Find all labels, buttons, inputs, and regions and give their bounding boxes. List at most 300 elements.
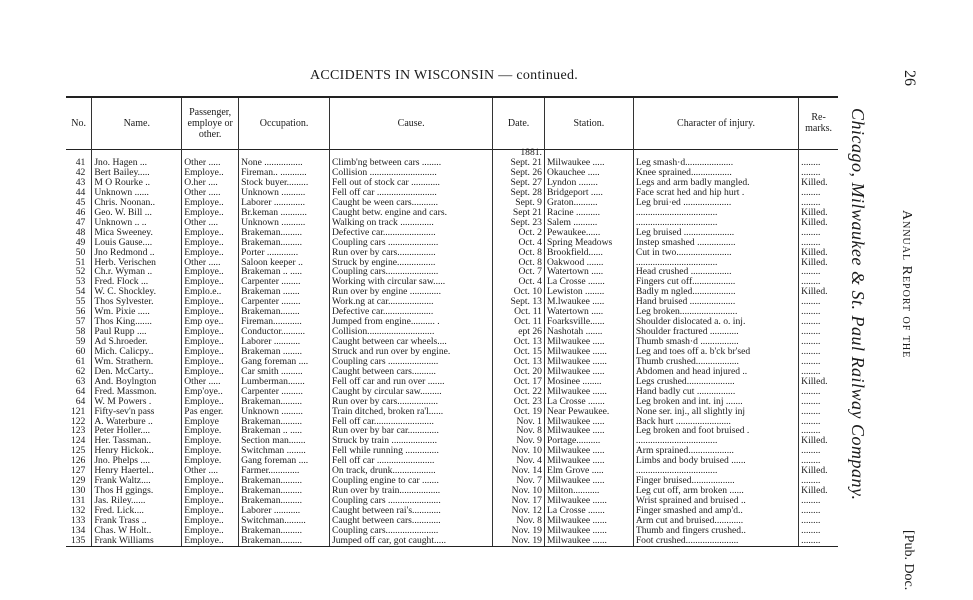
table-cell: Laborer ............. (239, 198, 330, 208)
table-cell: 61 (75, 356, 86, 367)
table-cell: Elm Grove ..... (544, 466, 633, 476)
table-cell: Brakeman ........ (239, 347, 330, 357)
table-cell: Sept. 26 (493, 168, 545, 178)
table-cell: Sept. 21 (493, 158, 545, 168)
table-cell: 55 (75, 297, 86, 308)
table-cell: Employe.. (182, 516, 239, 526)
table-cell: 132 (70, 505, 86, 516)
table-cell: Fred. Lick.... (92, 506, 182, 516)
table-cell: Oct. 4 (493, 277, 545, 287)
table-cell: Frank Waltz.... (92, 476, 182, 486)
col-occupation: Occupation. (239, 98, 330, 148)
table-cell: Oakwood ....... (544, 257, 633, 267)
table-cell: 54 (75, 287, 86, 298)
table-cell: Brakeman......... (239, 496, 330, 506)
table-cell: Carpenter ......... (239, 387, 330, 397)
table-cell: Nov. 17 (493, 496, 545, 506)
table-cell: Jumped off car, got caught..... (330, 536, 493, 546)
table-cell: Sept 21 (493, 208, 545, 218)
table-cell: Cut in two....................... (633, 247, 798, 257)
table-row (66, 287, 838, 297)
table-cell: Employe.. (182, 486, 239, 496)
table-cell: On track, drunk.................. (330, 466, 493, 476)
table-row (66, 218, 838, 228)
table-cell: Nov. 1 (493, 416, 545, 426)
table-cell: ........ (799, 188, 838, 198)
table-cell: 43 (75, 177, 86, 188)
table-cell: 44 (75, 187, 86, 198)
doc-label: [Pub. Doc. (901, 530, 916, 591)
table-cell: Caught between rai's............ (330, 506, 493, 516)
table-cell: 60 (75, 346, 86, 357)
table-cell: M O Rourke .. (92, 178, 182, 188)
table-cell: Unknown .......... (239, 218, 330, 228)
table-cell: Oct. 17 (493, 377, 545, 387)
table-cell: Coupling cars ...................... (330, 496, 493, 506)
table-cell: Caught betw. engine and cars. (330, 208, 493, 218)
table-row (66, 397, 838, 407)
table-cell: Lewiston ........ (544, 287, 633, 297)
table-cell: Brakeman......... (239, 476, 330, 486)
table-cell: Hand badly cut ................ (633, 387, 798, 397)
table-row (66, 277, 838, 287)
table-cell: ........ (799, 367, 838, 377)
table-cell: Bridgeport ..... (544, 188, 633, 198)
table-cell: Struck and run over by engine. (330, 347, 493, 357)
bottom-rule (66, 546, 838, 547)
table-cell: Switchman ........ (239, 446, 330, 456)
table-cell: Nov. 19 (493, 536, 545, 546)
col-injury: Character of injury. (633, 98, 798, 148)
table-cell: 52 (75, 267, 86, 278)
table-cell: Mosinee ........ (544, 377, 633, 387)
table-cell: Shoulder fractured ............ (633, 327, 798, 337)
table-cell: None ................ (239, 158, 330, 168)
table-cell: Oct. 11 (493, 307, 545, 317)
table-cell: None ser. inj., all slightly inj (633, 406, 798, 416)
table-cell: 50 (75, 247, 86, 258)
table-cell: Nov. 14 (493, 466, 545, 476)
table-cell: Thumb and fingers crushed.. (633, 526, 798, 536)
table-cell: Coupling engine to car ....... (330, 476, 493, 486)
table-cell: Head crushed ................. (633, 267, 798, 277)
col-date: Date. (493, 98, 545, 148)
table-row (66, 228, 838, 238)
table-cell: Saloon keeper .. (239, 257, 330, 267)
table-row (66, 247, 838, 257)
table-cell: Killed. (799, 178, 838, 188)
table-cell: ........ (799, 387, 838, 397)
table-cell: Nov. 4 (493, 456, 545, 466)
table-cell: Nov. 8 (493, 516, 545, 526)
table-cell: Defective car...................... (330, 228, 493, 238)
table-cell: Gang foreman .... (239, 357, 330, 367)
table-cell: Foarksville...... (544, 317, 633, 327)
table-cell: Other ..... (182, 188, 239, 198)
table-cell: Farmer............. (239, 466, 330, 476)
table-cell: Employe.. (182, 307, 239, 317)
table-row (66, 486, 838, 496)
table-row (66, 516, 838, 526)
table-cell: ........ (799, 397, 838, 407)
table-cell: Fell off car ......................... (330, 188, 493, 198)
table-cell: Arm sprained................... (633, 446, 798, 456)
table-row (66, 347, 838, 357)
table-cell: Ch.r. Wyman .. (92, 267, 182, 277)
table-cell: Fingers cut off.................. (633, 277, 798, 287)
table-cell: Arm cut and bruised............ (633, 516, 798, 526)
table-cell: Henry Haertel.. (92, 466, 182, 476)
table-cell: Louis Gause.... (92, 238, 182, 248)
table-cell: Oct. 15 (493, 347, 545, 357)
table-cell: 47 (75, 217, 86, 228)
table-cell: Spring Meadows (544, 238, 633, 248)
year-row (66, 148, 838, 158)
company-name: Chicago, Milwaukee & St. Paul Railway Company. (848, 108, 868, 501)
table-cell: Oct. 8 (493, 257, 545, 267)
table-cell: 127 (70, 466, 86, 476)
table-cell: Fireman.. ........... (239, 168, 330, 178)
table-row (66, 188, 838, 198)
table-cell: Run over by cars................ (330, 247, 493, 257)
table-cell: Legs crushed.................... (633, 377, 798, 387)
table-cell: Lumberman....... (239, 377, 330, 387)
table-cell: Brakeman......... (239, 228, 330, 238)
table-cell: Leg brui·ed .................... (633, 198, 798, 208)
table-cell: Nashotah ....... (544, 327, 633, 337)
table-cell: Jno. Hagen ... (92, 158, 182, 168)
table-cell: Brakeman ....... (239, 287, 330, 297)
table-row (66, 178, 838, 188)
table-cell: .................................. (633, 466, 798, 476)
table-cell: Leg cut off, arm broken ...... (633, 486, 798, 496)
table-cell: ........ (799, 337, 838, 347)
table-cell: Paul Rupp .... (92, 327, 182, 337)
table-cell: Oct. 11 (493, 317, 545, 327)
table-cell: Brakeman......... (239, 526, 330, 536)
table-cell: La Crosse ....... (544, 397, 633, 407)
table-cell: A. Waterbure .. (92, 416, 182, 426)
table-cell: Employe.. (182, 327, 239, 337)
table-cell: Legs and arm badly mangled. (633, 178, 798, 188)
table-cell: Emp oye.. (182, 317, 239, 327)
table-cell: Nov. 12 (493, 506, 545, 516)
table-cell: 48 (75, 227, 86, 238)
table-cell: Milwaukee ...... (544, 357, 633, 367)
table-cell: ........ (799, 168, 838, 178)
table-cell: Milwaukee ...... (544, 347, 633, 357)
table-cell: Pewaukee...... (544, 228, 633, 238)
table-cell: Nov. 7 (493, 476, 545, 486)
table-cell: Working with circular saw..... (330, 277, 493, 287)
table-cell: Train ditched, broken ra'l...... (330, 406, 493, 416)
table-cell: Employe.. (182, 397, 239, 407)
table-cell: Killed. (799, 486, 838, 496)
table-cell: Porter ............. (239, 247, 330, 257)
table-cell: Shoulder dislocated a. o. inj. (633, 317, 798, 327)
table-cell: Employe.. (182, 297, 239, 307)
table-cell: Unknown ......... (239, 406, 330, 416)
table-cell: Mich. Calicpy.. (92, 347, 182, 357)
table-cell: Employe.. (182, 496, 239, 506)
table-cell: Her. Tassman.. (92, 436, 182, 446)
table-cell: Gang foreman .... (239, 456, 330, 466)
table-cell: Emp'oye.. (182, 387, 239, 397)
table-cell: Hand bruised ................... (633, 297, 798, 307)
table-cell: Employe.. (182, 526, 239, 536)
table-cell: 121 (70, 406, 86, 417)
table-cell: Salem .......... (544, 218, 633, 228)
table-cell: Oct. 23 (493, 397, 545, 407)
table-cell: Milton........... (544, 486, 633, 496)
table-cell: Killed. (799, 466, 838, 476)
table-cell: 58 (75, 326, 86, 337)
table-row (66, 416, 838, 426)
table-cell: Milwaukee ...... (544, 536, 633, 546)
table-cell: Coupling cars...................... (330, 526, 493, 536)
table-cell: Jas. Riley...... (92, 496, 182, 506)
table-cell: Struck by train ................... (330, 436, 493, 446)
table-cell: Fireman............ (239, 317, 330, 327)
table-cell: Collision ............................ (330, 168, 493, 178)
table-cell: Wrist sprained and bruised .. (633, 496, 798, 506)
table-cell: 129 (70, 476, 86, 486)
table-row (66, 267, 838, 277)
table-cell: Nov. 9 (493, 436, 545, 446)
table-cell: Run over by bar car............. (330, 426, 493, 436)
table-cell: Stock buyer......... (239, 178, 330, 188)
col-station: Station. (544, 98, 633, 148)
table-cell: Brakeman .. ..... (239, 267, 330, 277)
table-cell: Oct. 8 (493, 247, 545, 257)
table-row (66, 377, 838, 387)
table-cell: .................................. (633, 218, 798, 228)
table-cell: Carpenter ........ (239, 277, 330, 287)
table-cell: Oct. 22 (493, 387, 545, 397)
table-cell: 64 (75, 386, 86, 397)
table-cell: Foot crushed...................... (633, 536, 798, 546)
table-cell: 41 (75, 158, 86, 168)
table-cell: ........ (799, 347, 838, 357)
table-cell: Run over by cars................. (330, 397, 493, 407)
table-cell: Mica Sweeney. (92, 228, 182, 238)
col-passenger: Passenger, employe or other. (182, 98, 239, 148)
table-cell: ept 26 (493, 327, 545, 337)
table-cell: Fell off car and run over ....... (330, 377, 493, 387)
table-cell: Killed. (799, 257, 838, 267)
table-cell: And. Boylngton (92, 377, 182, 387)
table-cell: Employe.. (182, 267, 239, 277)
table-cell: Killed. (799, 247, 838, 257)
table-cell: Walking on track .............. (330, 218, 493, 228)
table-cell: Caught by circular saw......... (330, 387, 493, 397)
table-cell: Car smith ......... (239, 367, 330, 377)
table-cell: Caught between car wheels.... (330, 337, 493, 347)
table-row (66, 387, 838, 397)
table-cell: Collision............................ (330, 327, 493, 337)
table-cell: Milwaukee ...... (544, 516, 633, 526)
table-cell: Coupling cars ..................... (330, 238, 493, 248)
table-cell: Employe.. (182, 476, 239, 486)
table-cell: 64 (75, 396, 86, 407)
table-cell: Milwaukee ..... (544, 456, 633, 466)
col-cause: Cause. (330, 98, 493, 148)
table-cell: Jno Redmond .. (92, 247, 182, 257)
table-cell: Killed. (799, 436, 838, 446)
table-cell: 51 (75, 257, 86, 268)
table-cell: Caught between cars.......... (330, 367, 493, 377)
table-row (66, 476, 838, 486)
table-cell: Milwaukee ...... (544, 526, 633, 536)
table-cell: Pas enger. (182, 406, 239, 416)
table-cell: ........ (799, 516, 838, 526)
table-cell: Struck by engine................ (330, 257, 493, 267)
table-cell: Leg and toes off a. b'ck br'sed (633, 347, 798, 357)
table-cell: 125 (70, 446, 86, 457)
table-cell: Employe.. (182, 208, 239, 218)
table-cell: Work.ng at car................... (330, 297, 493, 307)
table-cell: ........ (799, 506, 838, 516)
table-cell: Brakeman......... (239, 397, 330, 407)
table-cell: Run over by engine ............. (330, 287, 493, 297)
table-cell: Sept. 23 (493, 218, 545, 228)
table-cell: Killed. (799, 377, 838, 387)
table-cell: Climb'ng between cars ........ (330, 158, 493, 168)
table-row (66, 158, 838, 168)
table-cell: Oct. 7 (493, 267, 545, 277)
table-cell: .................................. (633, 436, 798, 446)
table-cell: Nov. 19 (493, 526, 545, 536)
table-cell: Fred. Flock ... (92, 277, 182, 287)
table-cell: Milwaukee ..... (544, 446, 633, 456)
table-cell: ........ (799, 526, 838, 536)
table-cell: Fell while running .............. (330, 446, 493, 456)
table-cell: Oct. 10 (493, 287, 545, 297)
table-cell: 59 (75, 336, 86, 347)
table-cell: Leg bruised ..................... (633, 228, 798, 238)
table-cell: ........ (799, 357, 838, 367)
table-cell: 49 (75, 237, 86, 248)
table-cell: ........ (799, 277, 838, 287)
table-cell: Unknown .. .. (92, 218, 182, 228)
table-cell: Brakeman......... (239, 486, 330, 496)
table-cell: .................................. (633, 257, 798, 267)
table-cell: Portage.......... (544, 436, 633, 446)
table-cell: Thumb crushed.................. (633, 357, 798, 367)
table-cell: Milwaukee ...... (544, 387, 633, 397)
table-row (66, 238, 838, 248)
table-cell: 56 (75, 307, 86, 317)
table-cell: Fell off car ........................ (330, 456, 493, 466)
table-cell: Leg broken and foot bruised . (633, 426, 798, 436)
table-cell: Other .... (182, 466, 239, 476)
table-cell: Knee sprained................. (633, 168, 798, 178)
table-cell: M.lwaukee ..... (544, 297, 633, 307)
table-cell: Employe.. (182, 357, 239, 367)
table-cell: Graton.......... (544, 198, 633, 208)
table-cell: ........ (799, 297, 838, 307)
table-cell: ........ (799, 238, 838, 248)
report-title: Annual Report of the (899, 210, 914, 359)
table-cell: ........ (799, 307, 838, 317)
table-cell: Instep smashed ................ (633, 238, 798, 248)
table-cell: ........ (799, 446, 838, 456)
table-cell: Racine .......... (544, 208, 633, 218)
table-cell: Milwaukee ..... (544, 367, 633, 377)
table-cell: 122 (70, 416, 86, 427)
table-row (66, 307, 838, 317)
table-cell: 133 (70, 515, 86, 526)
table-cell: Leg broken........................ (633, 307, 798, 317)
table-cell: 53 (75, 277, 86, 288)
table-cell: Coupling cars...................... (330, 267, 493, 277)
table-cell: Other ..... (182, 377, 239, 387)
table-cell: ........ (799, 228, 838, 238)
col-no: No. (71, 117, 87, 129)
table-cell: Brakeman .. ..... (239, 426, 330, 436)
table-cell: Brakeman......... (239, 238, 330, 248)
table-cell: Laborer ........... (239, 337, 330, 347)
table-cell: Killed. (799, 218, 838, 228)
table-cell: Oct. 13 (493, 337, 545, 347)
table-cell: Wm. Strathern. (92, 357, 182, 367)
table-cell: Badly m ngled.................. (633, 287, 798, 297)
table-cell: Other ..... (182, 257, 239, 267)
table-cell: Carpenter ........ (239, 297, 330, 307)
table-cell: Br.keman ........... (239, 208, 330, 218)
table-cell: Jno. Phelps .... (92, 456, 182, 466)
table-cell: Chris. Noonan.. (92, 198, 182, 208)
table-cell: O.her .... (182, 178, 239, 188)
table-cell: Henry Hickok.. (92, 446, 182, 456)
table-cell: Watertown ..... (544, 267, 633, 277)
table-row (66, 317, 838, 327)
table-cell: Caught between cars............ (330, 516, 493, 526)
table-cell: Limbs and body bruised ...... (633, 456, 798, 466)
table-cell: Employe.. (182, 168, 239, 178)
table-cell: Thumb smash·d ................ (633, 337, 798, 347)
table-cell: Finger smashed and amp'd.. (633, 506, 798, 516)
table-cell: ........ (799, 317, 838, 327)
table-header-row (66, 98, 838, 148)
table-cell: .................................. (633, 208, 798, 218)
table-cell: Nov. 8 (493, 426, 545, 436)
table-cell: 135 (70, 535, 86, 546)
table-cell: Employe. (182, 436, 239, 446)
table-cell: Laborer ........... (239, 506, 330, 516)
table-cell: ........ (799, 476, 838, 486)
table-cell: Fred. Massmon. (92, 387, 182, 397)
table-row (66, 297, 838, 307)
table-cell: Other ..... (182, 158, 239, 168)
table-cell: ........ (799, 496, 838, 506)
table-cell: Near Pewaukee. (544, 406, 633, 416)
table-cell: Fifty-sev'n pass (92, 406, 182, 416)
table-cell: Killed. (799, 208, 838, 218)
table-cell: 46 (75, 207, 86, 218)
table-row (66, 436, 838, 446)
table-cell: Okauchee ..... (544, 168, 633, 178)
table-cell: Employe.. (182, 198, 239, 208)
table-cell: 42 (75, 167, 86, 178)
table-cell: Nov. 10 (493, 486, 545, 496)
table-cell: Milwaukee ..... (544, 337, 633, 347)
table-row (66, 456, 838, 466)
table-cell: Brakeman......... (239, 416, 330, 426)
table-cell: Wm. Pixie ..... (92, 307, 182, 317)
table-cell: Unknown ...... (92, 188, 182, 198)
table-cell: Peter Holler.... (92, 426, 182, 436)
